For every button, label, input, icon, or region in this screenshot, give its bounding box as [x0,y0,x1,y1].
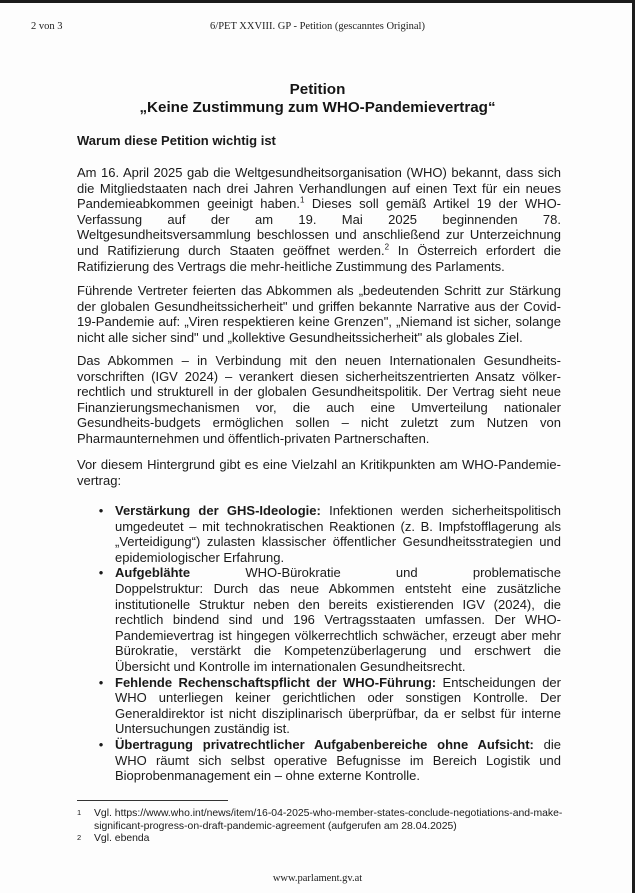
footnote-separator [77,800,228,801]
footnotes [77,808,567,846]
footer-url[interactable]: www.parlament.gv.at [272,873,363,884]
footnote-number: 1 [77,808,82,817]
list-item-text: Durch das neue Abkommen entsteht eine zusätzliche institutionelle Struktur neben den bereits existierenden IGV (2024), die rechtlich bindend sind und 196 Vertragsstaaten umfassen. Der WHO-Pandemievertrag ist hingegen völkerrechtlich schwächer, erzeugt aber mehr Bürokratie, verstärkt die Kompetenzüberlagerung und erschwert die Übersicht und Kontrolle im internationalen Gesundheitsrecht. [115,580,561,674]
list-item-heading: Verstärkung der GHS-Ideologie: [115,503,321,518]
footnote-link-text[interactable]: Vgl. https://www.who.int/news/item/16-04-2025-who-member-states-conclude-negotiations-and-make-significant-progress-on-draft-pandemic-agreement (aufgerufen am 28.04.2025) [94,808,563,832]
list-item-heading: Fehlende Rechenschaftspflicht der WHO-Führung: [115,674,437,690]
scan-border-top [0,0,635,3]
section-heading: Warum diese Petition wichtig ist [77,133,276,148]
page-indicator: 2 von 3 [31,21,63,32]
list-item-text: Infektionen werden sicherheitspolitisch umgedeutet – mit technokratischen Reaktionen (z. B. Impfstofflagerung als „Verteidigung“) zulasten klassischer öffentlicher Gesundheitsstrategien und epidemiologischer Erfahrung. [115,503,561,565]
bullet-icon: • [98,503,104,518]
paragraph-narratives [77,283,561,345]
paragraph-announcement [77,165,561,274]
paragraph-text: Dieses soll gemäß Artikel 19 der WHO-Verfassung auf der am 19. Mai 2025 beginnenden 78. Weltgesundheitsversammlung beschlossen und anschließend zur Unterzeichnung und Ratifizierung durch Staaten geöffnet werden. [77,196,562,258]
list-item-heading: Übertragung privatrechtlicher Aufgabenbereiche ohne Aufsicht: [115,736,534,752]
bullet-icon: • [98,565,104,581]
list-item [98,736,561,784]
list-item-text: WHO-Bürokratie und problematische Doppelstruktur: [115,565,561,596]
footnote-1 [77,808,567,833]
list-item-text: die WHO räumt sich selbst operative Befugnisse im Bereich Logistik und Bioprobenmanagement ein – ohne externe Kontrolle. [115,736,561,784]
document-title: Petition [289,81,346,98]
document-id-header: 6/PET XXVIII. GP - Petition (gescanntes Original) [210,21,425,32]
paragraph-text: In Österreich erfordert die Ratifizierung des Vertrags die mehr-heitliche Zustimmung des Parlaments. [77,242,561,274]
critique-list [98,503,561,784]
footnote-ref-2[interactable]: 2 [384,242,390,252]
paragraph-critique-intro [77,457,561,488]
list-item [98,674,561,737]
footnote-2 [77,833,567,846]
list-item [98,565,561,674]
paragraph-agreement [77,353,561,447]
paragraph-text: Führende Vertreter feierten das Abkommen als „bedeutenden Schritt zur Stärkung der globalen Gesundheitssicherheit" und griffen bekannte Narrative aus der Covid-19-Pandemie auf: „Viren respektieren keine Grenzen", „Niemand ist sicher, solange nicht alle sicher sind" und „kollektive Gesundheitssicherheit" als globales Ziel. [77,283,561,345]
list-item-heading: Aufgeblähte [115,565,191,581]
bullet-icon: • [98,736,104,752]
paragraph-text: Vor diesem Hintergrund gibt es eine Vielzahl an Kritikpunkten am WHO-Pandemie-vertrag: [77,457,561,488]
footnote-ref-1[interactable]: 1 [300,195,305,205]
paragraph-text: Das Abkommen – in Verbindung mit den neuen Internationalen Gesundheits-vorschriften (IGV 2024) – verankert diesen sicherheitszentrierten Ansatz völker-rechtlich und strukturell in der globalen Gesundheitspolitik. Der Vertrag sieht neue Finanzierungsmechanismen vor, die auch eine Umverteilung nationaler Gesundheits-budgets ermöglichen sollen – nicht zuletzt zum Nutzen von Pharmaunternehmen und öffentlich-privaten Partnerschaften. [77,353,561,446]
document-subtitle: „Keine Zustimmung zum WHO-Pandemievertrag“ [139,99,496,116]
footnote-number: 2 [77,833,82,843]
footnote-text: Vgl. ebenda [94,833,150,845]
bullet-icon: • [98,674,104,690]
list-item [98,503,561,565]
paragraph-text: Am 16. April 2025 gab die Weltgesundheitsorganisation (WHO) bekannt, dass sich die Mitgliedstaaten nach drei Jahren Verhandlungen auf einen Text für ein neues Pandemieabkommen geeinigt haben. [77,165,561,212]
list-item-text: Entscheidungen der WHO unterliegen keiner gerichtlichen oder sonstigen Kontrolle. Der Generaldirektor ist nicht disziplinarisch überprüfbar, da er selbst für interne Untersuchungen zuständig ist. [115,674,561,737]
